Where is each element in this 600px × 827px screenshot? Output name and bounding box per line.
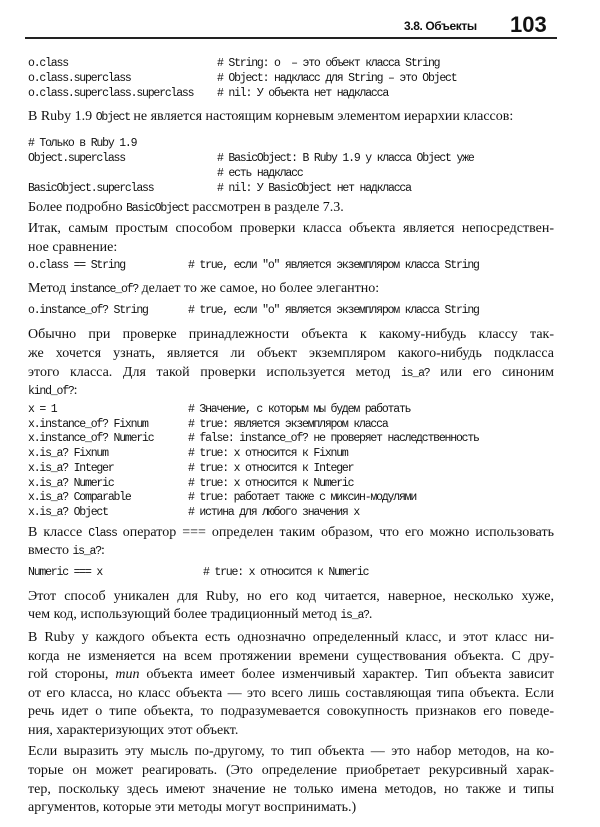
paragraph-line bbox=[28, 109, 554, 127]
paragraph-line bbox=[28, 525, 554, 543]
code-text: o.instance_of? String bbox=[28, 304, 148, 317]
paragraph-line bbox=[28, 744, 554, 762]
text: Метод bbox=[28, 281, 70, 296]
code-line bbox=[28, 566, 554, 584]
code-comment: # true: x относится к Integer bbox=[188, 461, 354, 475]
text: когда не изменяется на всем протяжении времени существования объекта. С дру- bbox=[28, 648, 554, 664]
text: не является настоящим корневым элементом иерархии классов: bbox=[129, 109, 514, 124]
paragraph-line bbox=[28, 327, 554, 345]
code-line bbox=[28, 304, 554, 322]
inline-code: is_a? bbox=[72, 545, 101, 559]
text: В Ruby 1.9 bbox=[28, 109, 96, 124]
paragraph-line bbox=[28, 383, 554, 401]
text: объекта имеет более изменчивый характер. Тип объекта зависит bbox=[139, 667, 554, 683]
paragraph-line bbox=[28, 704, 554, 722]
code-text: x.is_a? Comparable bbox=[28, 491, 131, 505]
code-comment: # истина для любого значения x bbox=[188, 505, 360, 519]
text: Итак, самым простым способом проверки класса объекта является непосредствен- bbox=[28, 221, 554, 236]
text: вместо bbox=[28, 543, 73, 559]
code-comment: # BasicObject: В Ruby 1.9 у класса Object уже bbox=[217, 152, 474, 165]
code-comment: # false: instance_of? не проверяет наследственность bbox=[188, 432, 479, 446]
text: ния, характеризующих этот объект. bbox=[28, 723, 239, 738]
text: аргументов, которые эти методы могут воспринимать.) bbox=[28, 800, 357, 816]
code-text: x.is_a? Numeric bbox=[28, 476, 114, 490]
header-rule bbox=[25, 37, 557, 39]
code-text: x = 1 bbox=[28, 403, 57, 416]
paragraph-line bbox=[28, 543, 554, 561]
text: : bbox=[100, 543, 105, 559]
code-comment: # true: x относится к Fixnum bbox=[188, 447, 348, 461]
text: чем код, использующий более традиционный метод bbox=[28, 607, 341, 623]
code-line bbox=[28, 182, 554, 200]
code-text: o.class.superclass bbox=[28, 72, 131, 85]
inline-code: BasicObject bbox=[126, 202, 189, 215]
code-comment: # String: o – это объект класса String bbox=[217, 57, 440, 70]
paragraph-line bbox=[28, 607, 554, 625]
emphasis: тип bbox=[115, 667, 140, 683]
paragraph-line bbox=[28, 630, 554, 648]
code-text: x.instance_of? Fixnum bbox=[28, 417, 148, 431]
code-comment: # true: работает также с миксин-модулями bbox=[188, 491, 417, 505]
paragraph-line bbox=[28, 365, 554, 383]
paragraph-line bbox=[28, 221, 554, 239]
text: торые он может реагировать. (Это определение приобретает рекурсивный харак- bbox=[28, 762, 554, 778]
text: этого класса. Для такой проверки используется метод bbox=[28, 364, 401, 380]
text: В классе bbox=[28, 525, 89, 540]
text: от его класса, но класс объекта — это всего лишь составляющая типа объекта. Если bbox=[28, 685, 554, 701]
code-text: Numeric === x bbox=[28, 566, 103, 579]
text: Этот способ уникален для Ruby, но его код читается, наверное, несколько хуже, bbox=[28, 589, 554, 604]
code-text: x.is_a? Object bbox=[28, 505, 108, 519]
paragraph-line bbox=[28, 589, 554, 607]
section-title: 3.8. Объекты bbox=[404, 19, 477, 33]
code-comment: # true, если "o" является экземпляром класса String bbox=[188, 304, 479, 317]
paragraph-line bbox=[28, 763, 554, 781]
text: речь идет о типе объекта, то подразумевается совокупность признаков его поведе- bbox=[28, 704, 554, 720]
text: же хочется узнать, является ли объект экземпляром какого-нибудь подкласса bbox=[28, 345, 554, 361]
code-comment: # true: x относится к Numeric bbox=[188, 476, 354, 490]
code-comment: # есть надкласс bbox=[217, 167, 303, 180]
code-line bbox=[28, 259, 554, 277]
text: делает то же самое, но более элегантно: bbox=[138, 281, 380, 296]
paragraph-line bbox=[28, 240, 554, 258]
code-text: # Только в Ruby 1.9 bbox=[28, 137, 137, 150]
text: тер, поскольку здесь имеют значение не только имена методов, но также и типы bbox=[28, 781, 554, 797]
paragraph-line bbox=[28, 723, 554, 741]
paragraph-line bbox=[28, 782, 554, 800]
code-comment: # true: x относится к Numeric bbox=[203, 566, 369, 579]
code-text: Object.superclass bbox=[28, 152, 125, 165]
code-text: x.instance_of? Numeric bbox=[28, 432, 154, 446]
code-text: x.is_a? Integer bbox=[28, 461, 114, 475]
code-text: o.class.superclass.superclass bbox=[28, 87, 194, 100]
text: Если выразить эту мысль по-другому, то тип объекта — это набор методов, на ко- bbox=[28, 744, 554, 759]
code-comment: # true: является экземпляром класса bbox=[188, 417, 388, 431]
paragraph-line bbox=[28, 281, 554, 299]
inline-code: Class bbox=[88, 527, 117, 540]
text: или его синоним bbox=[429, 364, 554, 380]
text: гой стороны, bbox=[28, 667, 116, 683]
text: . bbox=[368, 607, 373, 623]
code-comment: # Object: надкласс для String – это Object bbox=[217, 72, 457, 85]
paragraph-line bbox=[28, 800, 554, 818]
text: оператор === определен таким образом, что его можно использовать bbox=[116, 525, 554, 540]
code-comment: # Значение, с которым мы будем работать bbox=[188, 403, 411, 416]
code-line bbox=[28, 506, 554, 524]
code-comment: # nil: У объекта нет надкласса bbox=[217, 87, 389, 100]
paragraph-line bbox=[28, 346, 554, 364]
text: В Ruby у каждого объекта есть однозначно определенный класс, и этот класс ни- bbox=[28, 630, 554, 645]
inline-code: kind_of? bbox=[28, 385, 74, 399]
text: Обычно при проверке принадлежности объекта к какому-нибудь классу так- bbox=[28, 327, 554, 342]
inline-code: is_a? bbox=[340, 609, 369, 623]
code-comment: # true, если "o" является экземпляром класса String bbox=[188, 259, 479, 272]
text: Более подробно bbox=[28, 200, 127, 215]
code-text: x.is_a? Fixnum bbox=[28, 447, 108, 461]
paragraph-line bbox=[28, 649, 554, 667]
page-number: 103 bbox=[510, 12, 547, 37]
inline-code: instance_of? bbox=[69, 283, 139, 296]
text: : bbox=[73, 383, 78, 399]
code-text: o.class bbox=[28, 57, 68, 70]
paragraph-line bbox=[28, 667, 554, 685]
code-text: BasicObject.superclass bbox=[28, 182, 154, 195]
paragraph-line bbox=[28, 200, 554, 218]
inline-code: Object bbox=[95, 111, 130, 124]
text: ное сравнение: bbox=[28, 239, 118, 255]
code-line bbox=[28, 87, 554, 105]
inline-code: is_a? bbox=[400, 366, 430, 380]
code-text: o.class == String bbox=[28, 259, 125, 272]
paragraph-line bbox=[28, 686, 554, 704]
code-comment: # nil: У BasicObject нет надкласса bbox=[217, 182, 411, 195]
text: рассмотрен в разделе 7.3. bbox=[188, 200, 344, 215]
